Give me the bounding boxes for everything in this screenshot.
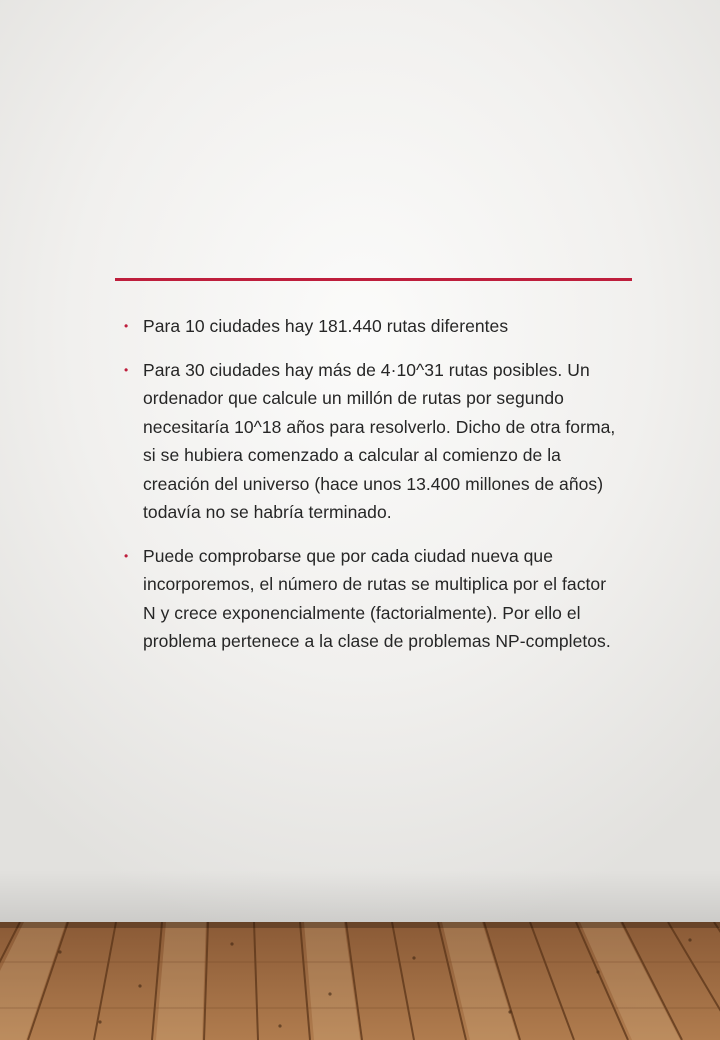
bullet-item <box>122 312 622 341</box>
wall-shadow <box>0 870 720 925</box>
bullet-list <box>122 312 622 671</box>
wood-floor-background <box>0 922 720 1040</box>
bullet-icon: • <box>124 319 129 333</box>
wood-floor-planks <box>0 922 720 1040</box>
title-divider <box>115 278 632 281</box>
bullet-icon: • <box>124 362 129 377</box>
bullet-item <box>122 356 622 527</box>
bullet-text: Puede comprobarse que por cada ciudad nueva que incorporemos, el número de rutas se multiplica por el factor N y crece exponencialmente (factorialmente). Por ello el problema pertenece a la clase de problemas NP-completos. <box>143 545 611 651</box>
bullet-text: Para 30 ciudades hay más de 4·10^31 rutas posibles. Un ordenador que calcule un millón de rutas por segundo necesitaría 10^18 años para resolverlo. Dicho de otra forma, si se hubiera comenzado a calcular al comienzo de la creación del universo (hace unos 13.400 millones de años) todavía no se habría terminado. <box>143 359 616 522</box>
bullet-text: Para 10 ciudades hay 181.440 rutas diferentes <box>143 316 509 336</box>
bullet-item <box>122 542 622 656</box>
bullet-icon: • <box>124 548 129 563</box>
